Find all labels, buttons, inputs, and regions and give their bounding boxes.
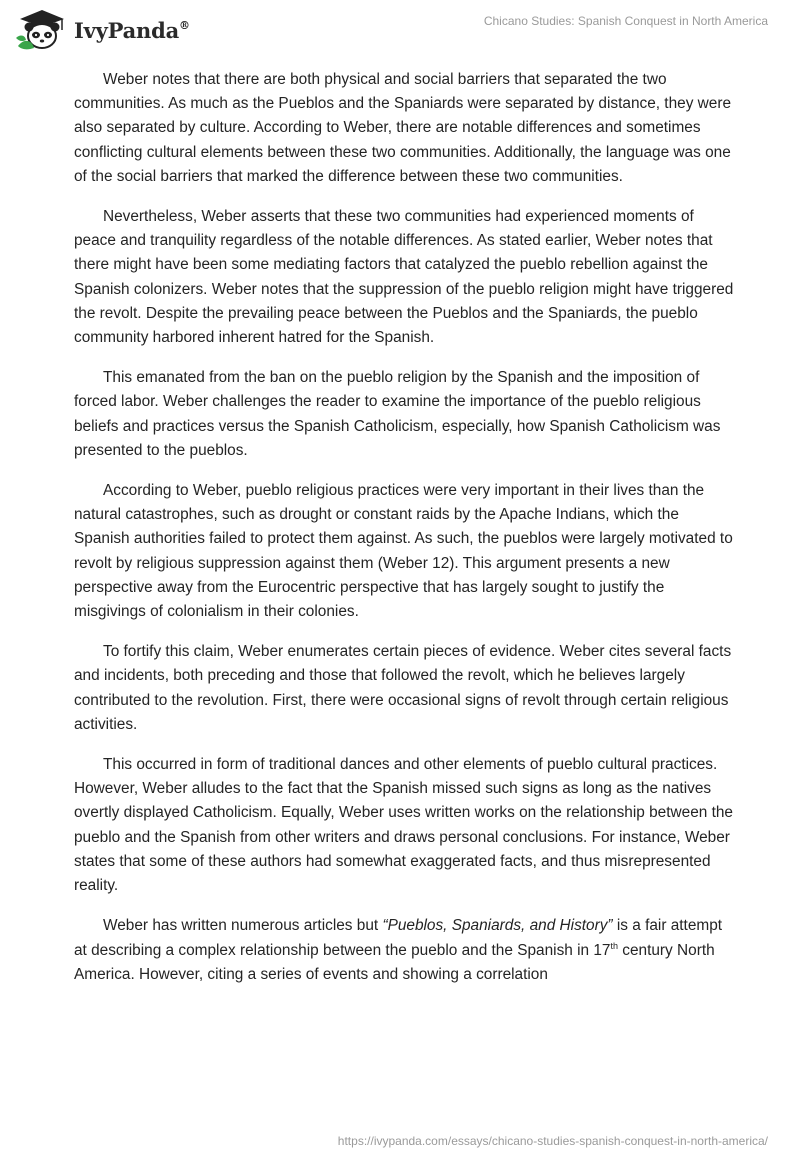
paragraph-last <box>74 914 734 987</box>
ivypanda-logo[interactable] <box>14 8 190 52</box>
text-run: is a fair attempt at describing a complex relationship between the pueblo and the Spanish in 17 <box>74 917 723 959</box>
text-run: Weber has written numerous articles but <box>103 917 383 935</box>
paragraph: Nevertheless, Weber asserts that these two communities had experienced moments of peace and tranquility regardless of the notable differences. As stated earlier, Weber notes that there might have been some mediating factors that catalyzed the pueblo rebellion against the Spanish colonizers. Weber notes that the suppression of the pueblo religion might have triggered the revolt. Despite the prevailing peace between the Pueblos and the Spaniards, the pueblo community harbored inherent hatred for the Spanish. <box>74 208 734 347</box>
paragraph: This emanated from the ban on the pueblo religion by the Spanish and the imposition of forced labor. Weber challenges the reader to examine the importance of the pueblo religious beliefs and practices versus the Spanish Catholicism, especially, how Spanish Catholicism was presented to the pueblos. <box>74 369 721 459</box>
paragraph: This occurred in form of traditional dances and other elements of pueblo cultural practices. However, Weber alludes to the fact that the Spanish missed such signs as long as the natives overtly displayed Catholicism. Equally, Weber uses written works on the relationship between the pueblo and the Spanish from other writers and draws personal conclusions. For instance, Weber states that some of these authors had somewhat exaggerated facts, and thus misrepresented reality. <box>74 756 733 895</box>
page-header <box>0 0 800 60</box>
text-run: century North America. However, citing a series of events and showing a correlation <box>74 941 715 983</box>
panda-graduate-icon <box>14 8 70 52</box>
paragraph: To fortify this claim, Weber enumerates certain pieces of evidence. Weber cites several facts and incidents, both preceding and those that followed the revolt, which he believes largely contributed to the revolution. First, there were occasional signs of revolt through certain religious activities. <box>74 643 732 733</box>
paragraph: According to Weber, pueblo religious practices were very important in their lives than the natural catastrophes, such as drought or constant raids by the Apache Indians, which the Spanish authorities failed to protect them against. As such, the pueblos were largely motivated to revolt by religious suppression against them (Weber 12). This argument presents a new perspective away from the Eurocentric perspective that has largely sought to justify the misgivings of colonialism in their colonies. <box>74 482 733 621</box>
logo-wordmark: IvyPanda® <box>74 17 190 43</box>
ordinal-suffix: th <box>610 940 618 951</box>
source-url-link[interactable]: https://ivypanda.com/essays/chicano-studies-spanish-conquest-in-north-america/ <box>337 1134 768 1148</box>
document-title: Chicano Studies: Spanish Conquest in North America <box>483 14 768 28</box>
article-title: “Pueblos, Spaniards, and History” <box>382 917 613 935</box>
essay-body <box>74 68 734 1003</box>
paragraph: Weber notes that there are both physical and social barriers that separated the two communities. As much as the Pueblos and the Spaniards were separated by distance, they were also separated by culture. According to Weber, there are notable differences and sometimes conflicting cultural elements between these two communities. Additionally, the language was one of the social barriers that marked the difference between these two communities. <box>74 71 732 185</box>
